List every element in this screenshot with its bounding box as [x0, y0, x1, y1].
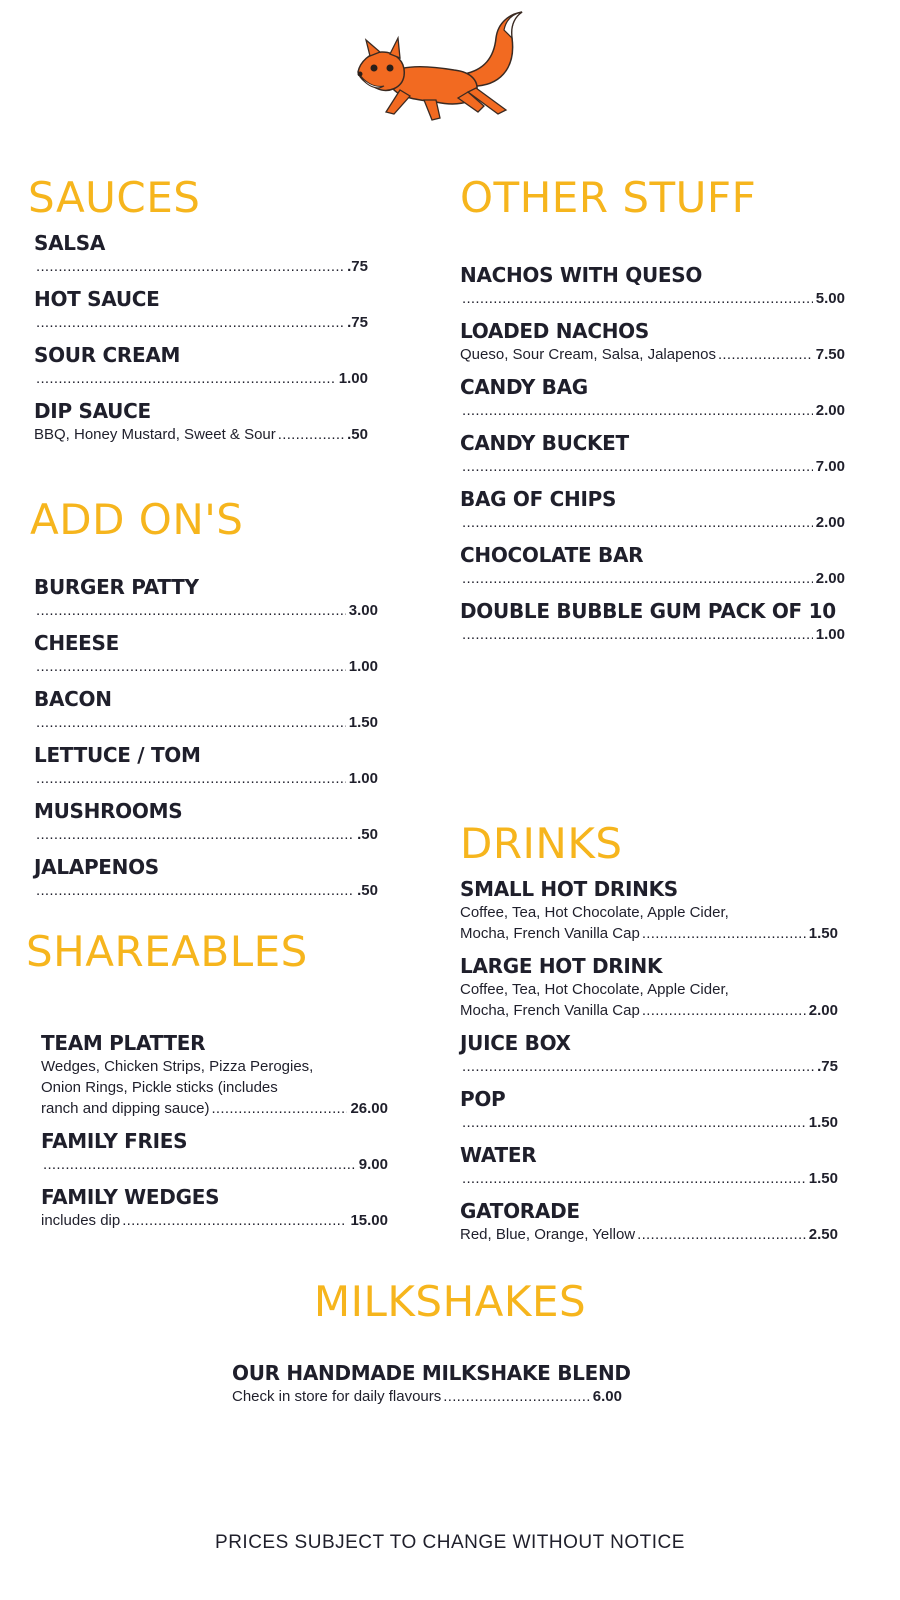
item-desc: BBQ, Honey Mustard, Sweet & Sour	[34, 426, 276, 443]
item-name: FAMILY WEDGES	[41, 1185, 220, 1209]
menu-item	[34, 286, 368, 333]
item-name: SALSA	[34, 231, 106, 255]
item-price: 2.00	[815, 570, 845, 587]
item-price: 2.00	[815, 402, 845, 419]
item-name: WATER	[460, 1143, 537, 1167]
shareables-heading: SHAREABLES	[26, 927, 308, 976]
item-price: .50	[347, 426, 368, 443]
menu-item	[460, 486, 845, 533]
item-name: TEAM PLATTER	[41, 1031, 206, 1055]
item-name: HOT SAUCE	[34, 287, 160, 311]
item-price: 1.00	[338, 370, 368, 387]
menu-item	[34, 574, 378, 621]
item-price: .75	[817, 1058, 838, 1075]
item-desc: Coffee, Tea, Hot Chocolate, Apple Cider,	[460, 904, 729, 921]
item-price: 1.00	[815, 626, 845, 643]
addons-section	[30, 496, 378, 910]
item-price: 1.50	[348, 714, 378, 731]
item-price: 9.00	[358, 1156, 388, 1173]
menu-item	[460, 876, 838, 944]
item-name: SMALL HOT DRINKS	[460, 877, 678, 901]
menu-item	[460, 598, 845, 645]
menu-item	[41, 1184, 388, 1231]
drinks-section	[460, 820, 838, 1254]
sauces-section	[28, 174, 368, 454]
item-name: CANDY BAG	[460, 375, 588, 399]
item-price: .50	[357, 826, 378, 843]
item-price: 2.00	[815, 514, 845, 531]
item-name: DOUBLE BUBBLE GUM PACK OF 10	[460, 599, 836, 623]
item-price: 1.50	[808, 1170, 838, 1187]
item-price: 1.00	[348, 770, 378, 787]
menu-item	[34, 854, 378, 901]
menu-item	[34, 342, 368, 389]
item-price: 15.00	[350, 1212, 388, 1229]
item-price: 2.50	[808, 1226, 838, 1243]
other-stuff-section	[460, 174, 845, 654]
item-desc: ranch and dipping sauce)	[41, 1100, 210, 1117]
item-price: 26.00	[350, 1100, 388, 1117]
item-price: 7.00	[815, 458, 845, 475]
menu-item	[34, 398, 368, 445]
item-name: LOADED NACHOS	[460, 319, 649, 343]
menu-item	[460, 430, 845, 477]
item-price: .75	[347, 258, 368, 275]
item-name: JUICE BOX	[460, 1031, 571, 1055]
menu-item	[460, 1142, 838, 1189]
disclaimer-footer: PRICES SUBJECT TO CHANGE WITHOUT NOTICE	[215, 1532, 685, 1553]
item-desc: Mocha, French Vanilla Cap	[460, 1002, 640, 1019]
menu-item	[232, 1360, 631, 1407]
menu-item	[34, 686, 378, 733]
menu-item	[34, 798, 378, 845]
item-price: 7.50	[815, 346, 845, 363]
menu-item	[460, 542, 845, 589]
item-desc: Coffee, Tea, Hot Chocolate, Apple Cider,	[460, 981, 729, 998]
menu-item	[34, 630, 378, 677]
item-desc: Wedges, Chicken Strips, Pizza Perogies,	[41, 1058, 314, 1075]
item-name: DIP SAUCE	[34, 399, 151, 423]
item-price: 1.00	[348, 658, 378, 675]
item-name: OUR HANDMADE MILKSHAKE BLEND	[232, 1361, 631, 1385]
menu-item	[460, 1030, 838, 1077]
item-desc: Check in store for daily flavours	[232, 1388, 442, 1405]
item-price: 1.50	[808, 925, 838, 942]
menu-item	[34, 230, 368, 277]
item-name: CHEESE	[34, 631, 120, 655]
item-price: 5.00	[815, 290, 845, 307]
item-name: MUSHROOMS	[34, 799, 183, 823]
item-price: 6.00	[592, 1388, 622, 1405]
milkshakes-section	[0, 1278, 900, 1416]
sauces-heading: SAUCES	[28, 173, 201, 222]
menu-item	[34, 742, 378, 789]
item-price: 2.00	[808, 1002, 838, 1019]
item-desc: Mocha, French Vanilla Cap	[460, 925, 640, 942]
item-name: SOUR CREAM	[34, 343, 181, 367]
item-name: CHOCOLATE BAR	[460, 543, 644, 567]
item-price: 1.50	[808, 1114, 838, 1131]
item-name: GATORADE	[460, 1199, 580, 1223]
menu-item	[41, 1030, 388, 1119]
menu-item	[460, 1198, 838, 1245]
item-desc: includes dip	[41, 1212, 121, 1229]
menu-item	[460, 262, 845, 309]
menu-item	[460, 318, 845, 365]
item-desc: Red, Blue, Orange, Yellow	[460, 1226, 636, 1243]
item-name: BACON	[34, 687, 112, 711]
item-price: .50	[357, 882, 378, 899]
drinks-heading: DRINKS	[460, 819, 623, 868]
menu-item	[460, 953, 838, 1021]
item-desc: Queso, Sour Cream, Salsa, Jalapenos	[460, 346, 716, 363]
item-price: 3.00	[348, 602, 378, 619]
item-name: JALAPENOS	[34, 855, 159, 879]
item-name: LETTUCE / TOM	[34, 743, 201, 767]
item-name: FAMILY FRIES	[41, 1129, 188, 1153]
item-name: BURGER PATTY	[34, 575, 199, 599]
item-name: BAG OF CHIPS	[460, 487, 617, 511]
other-stuff-heading: OTHER STUFF	[460, 173, 757, 222]
menu-item	[41, 1128, 388, 1175]
item-name: CANDY BUCKET	[460, 431, 629, 455]
item-name: LARGE HOT DRINK	[460, 954, 663, 978]
milkshakes-heading: MILKSHAKES	[313, 1277, 587, 1326]
fox-logo	[350, 8, 540, 128]
addons-heading: ADD ON'S	[30, 495, 244, 544]
item-desc: Onion Rings, Pickle sticks (includes	[41, 1079, 278, 1096]
item-price: .75	[347, 314, 368, 331]
shareables-section	[26, 928, 388, 1240]
item-name: NACHOS WITH QUESO	[460, 263, 703, 287]
menu-item	[460, 374, 845, 421]
menu-item	[460, 1086, 838, 1133]
item-name: POP	[460, 1087, 506, 1111]
